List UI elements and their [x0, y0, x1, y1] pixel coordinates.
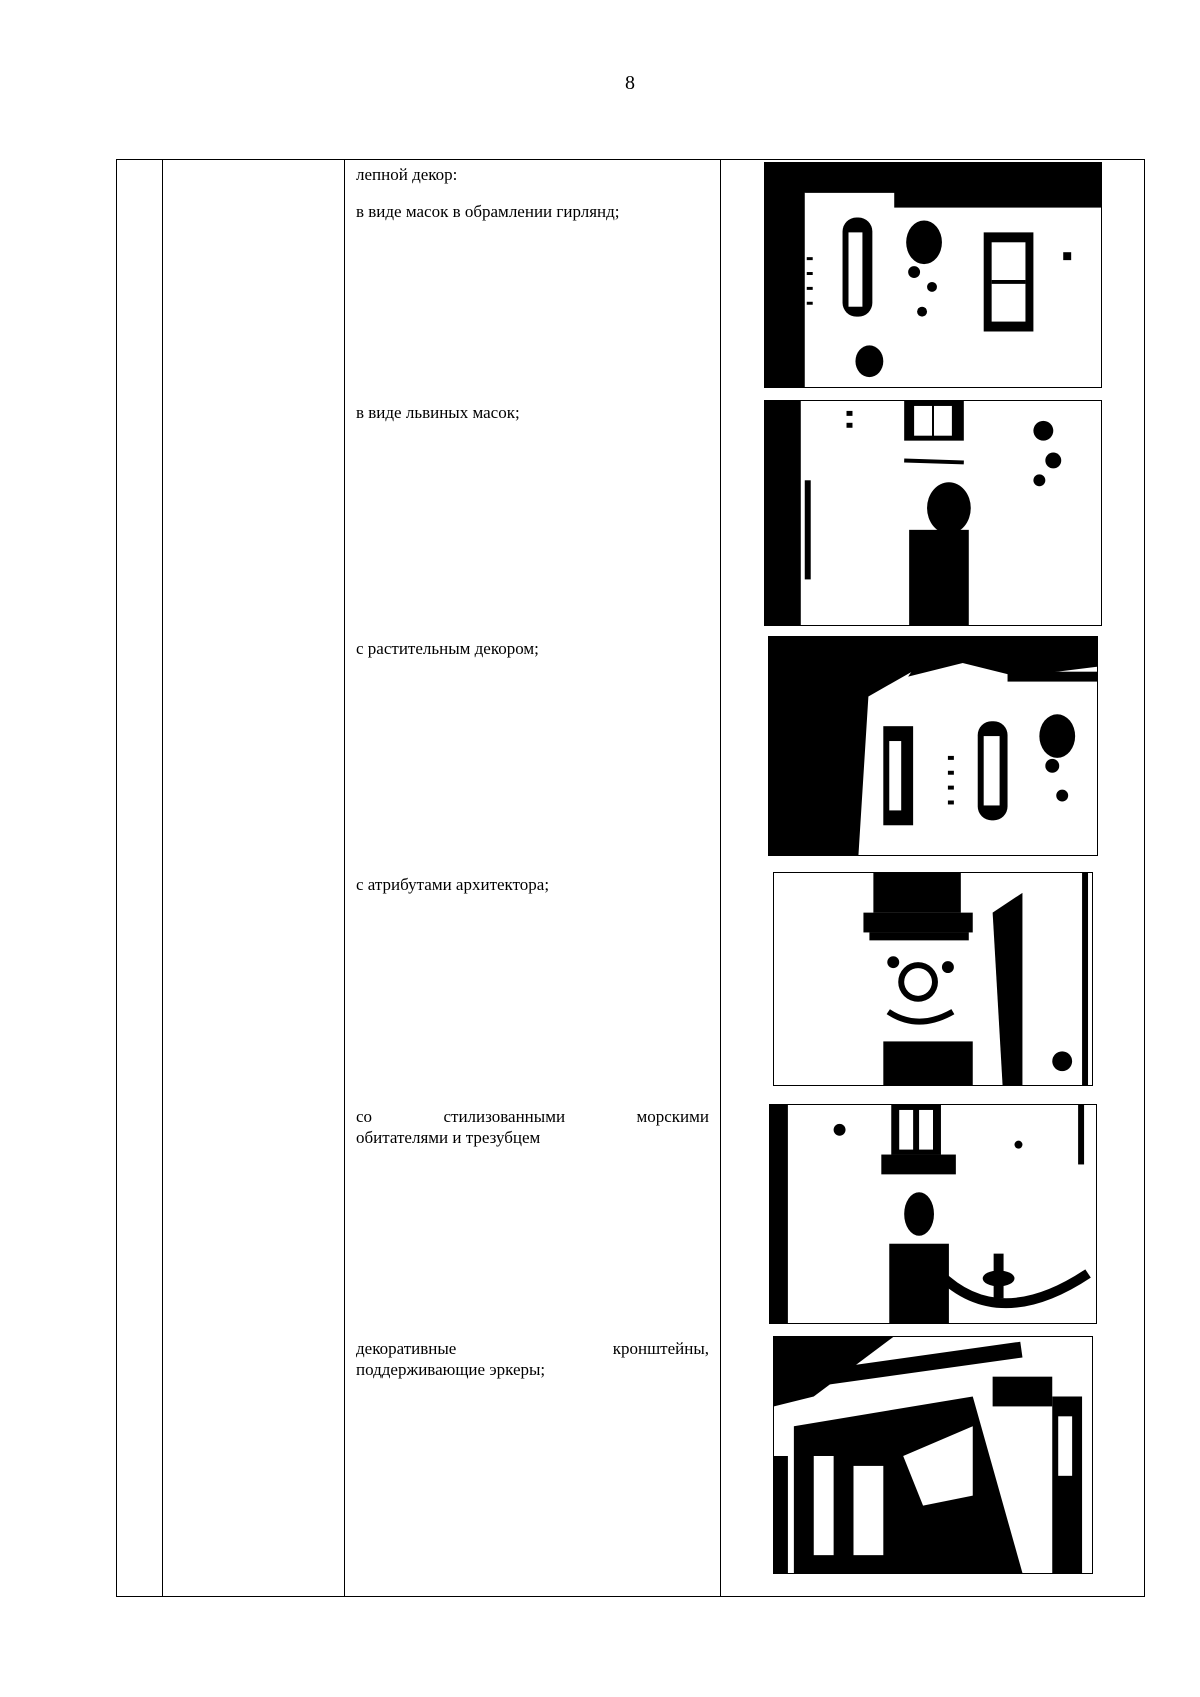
row-text: обитателями и трезубцем: [356, 1128, 541, 1147]
row-text: лепной декор:: [356, 165, 458, 184]
garland-masks-photo: [764, 162, 1102, 388]
plant-decor-photo: [768, 636, 1098, 856]
row-text: с растительным декором;: [356, 639, 539, 658]
decor-table: [116, 159, 1145, 1597]
row-text: декоративные кронштейны,: [356, 1339, 709, 1358]
lion-masks-photo: [764, 400, 1102, 626]
row-text: в виде львиных масок;: [356, 403, 520, 422]
architect-attributes-photo: [773, 872, 1093, 1086]
column-divider: [344, 160, 345, 1596]
decorative-brackets-photo: [773, 1336, 1093, 1574]
column-divider: [162, 160, 163, 1596]
row-text: со стилизованными морскими: [356, 1107, 709, 1126]
page-number: 8: [625, 72, 635, 94]
column-divider: [720, 160, 721, 1596]
row-text: поддерживающие эркеры;: [356, 1360, 546, 1379]
sea-creatures-trident-photo: [769, 1104, 1097, 1324]
row-text: с атрибутами архитектора;: [356, 875, 550, 894]
row-text: в виде масок в обрамлении гирлянд;: [356, 202, 620, 221]
